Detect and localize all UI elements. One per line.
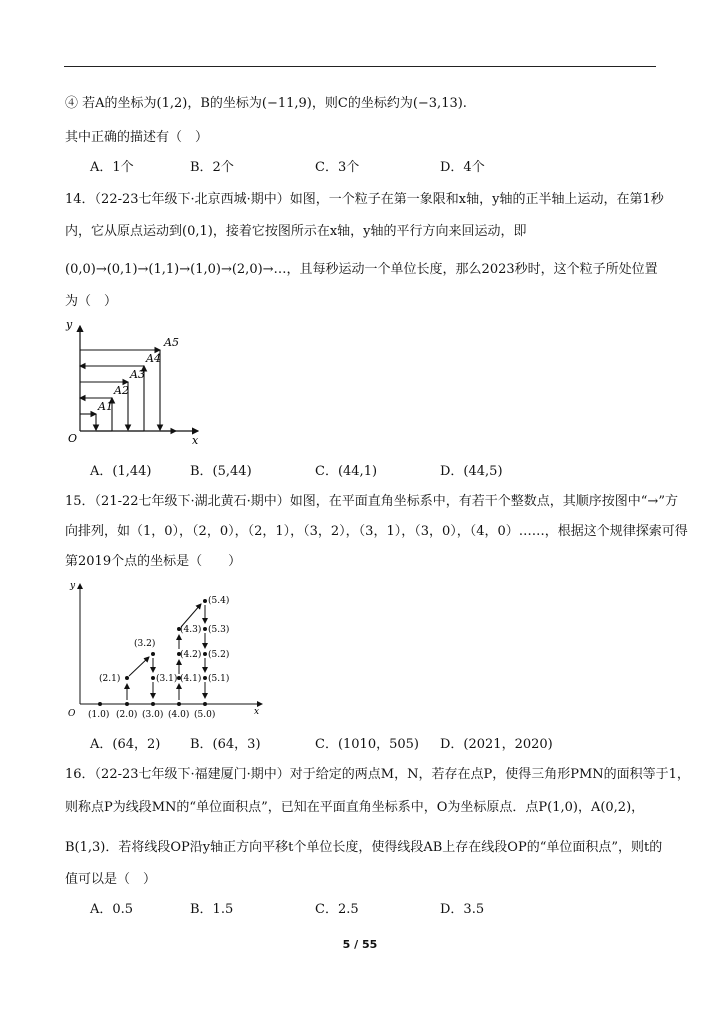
q15-label-3-1: (3.1) — [156, 674, 178, 684]
q15-label-3-2: (3.2) — [134, 639, 156, 649]
q13-prompt: 其中正确的描述有（ ） — [65, 130, 209, 145]
q16-text-line-2: 则称点P为线段MN的“单位面积点”，已知在平面直角坐标系中，O为坐标原点．点P(1,0)，A(0,2)， — [65, 800, 645, 815]
q14-text-line-1: 14．（22-23七年级下·北京西城·期中）如图，一个粒子在第一象限和x轴，y轴的正半轴上运动，在第1秒 — [65, 192, 664, 207]
q15-label-5-3: (5.3) — [208, 625, 230, 635]
q16-text-line-3: B(1,3)．若将线段OP沿y轴正方向平移t个单位长度，使得线段AB上存在线段OP的“单位面积点”，则t的 — [65, 840, 663, 855]
q16-option-b: B．1.5 — [190, 902, 234, 917]
q14-point-a1: A1 — [98, 400, 113, 413]
q15-option-d: D．(2021，2020) — [440, 737, 553, 752]
q15-text-line-3: 第2019个点的坐标是（ ） — [65, 554, 242, 569]
q15-label-5-1: (5.1) — [208, 674, 230, 684]
q15-y-label: y — [70, 581, 76, 591]
q14-option-b: B．(5,44) — [190, 464, 252, 479]
page-number: 5 / 55 — [342, 938, 378, 951]
q15-axis-label-2: (2.0) — [116, 710, 138, 720]
q15-axis-label-4: (4.0) — [168, 710, 190, 720]
q13-option-c: C．3个 — [315, 160, 360, 175]
q14-text-line-4: 为（ ） — [65, 294, 118, 309]
q15-origin-label: O — [68, 709, 76, 719]
q15-text-line-1: 15．（21-22七年级下·湖北黄石·期中）如图，在平面直角坐标系中，有若干个整数点，其顺序按图中“→”方 — [65, 494, 678, 509]
q16-text-line-1: 16．（22-23七年级下·福建厦门·期中）对于给定的两点M，N，若存在点P，使得三角形PMN的面积等于1， — [65, 767, 690, 782]
q13-option-b: B．2个 — [190, 160, 234, 175]
header-rule — [64, 66, 656, 67]
q15-x-label: x — [254, 707, 260, 717]
q15-option-b: B．(64，3) — [190, 737, 261, 752]
q15-label-4-1: (4.1) — [180, 674, 202, 684]
q13-option-a: A．1个 — [90, 160, 134, 175]
q15-axis-label-5: (5.0) — [194, 710, 216, 720]
q14-y-label: y — [66, 318, 73, 331]
q14-option-d: D．(44,5) — [440, 464, 503, 479]
q16-option-c: C．2.5 — [315, 902, 359, 917]
q16-text-line-4: 值可以是（ ） — [65, 872, 157, 887]
q14-point-a2: A2 — [114, 384, 129, 397]
q15-label-2-1: (2.1) — [99, 674, 121, 684]
q14-point-a4: A4 — [146, 352, 161, 365]
q13-option-d: D．4个 — [440, 160, 485, 175]
q16-option-d: D．3.5 — [440, 902, 485, 917]
q14-option-c: C．(44,1) — [315, 464, 378, 479]
q15-option-c: C．(1010，505) — [315, 737, 419, 752]
q15-option-a: A．(64，2) — [90, 737, 161, 752]
q14-text-line-3: (0,0)→(0,1)→(1,1)→(1,0)→(2,0)→…，且每秒运动一个单位长度，那么2023秒时，这个粒子所处位置 — [65, 262, 658, 277]
q14-text-line-2: 内，它从原点运动到(0,1)，接着它按图所示在x轴，y轴的平行方向来回运动，即 — [65, 224, 527, 239]
q16-option-a: A．0.5 — [90, 902, 134, 917]
q15-figure — [62, 576, 272, 722]
q15-label-5-2: (5.2) — [208, 650, 230, 660]
q14-origin-label: O — [68, 432, 78, 445]
q14-figure — [60, 318, 210, 446]
q14-option-a: A．(1,44) — [90, 464, 152, 479]
q15-label-4-2: (4.2) — [180, 650, 202, 660]
q15-text-line-2: 向排列，如（1，0），（2，0），（2，1），（3，2），（3，1），（3，0），（4，0）……，根据这个规律探索可得 — [65, 524, 688, 539]
q15-axis-label-3: (3.0) — [142, 710, 164, 720]
q14-x-label: x — [192, 434, 199, 446]
q14-point-a5: A5 — [164, 336, 179, 349]
q13-statement-4: ④ 若A的坐标为(1,2)，B的坐标为(−11,9)，则C的坐标约为(−3,13). — [65, 96, 467, 111]
q15-label-4-3: (4.3) — [180, 625, 202, 635]
q15-label-5-4: (5.4) — [208, 596, 230, 606]
q14-point-a3: A3 — [130, 368, 145, 381]
q15-axis-label-1: (1.0) — [88, 710, 110, 720]
